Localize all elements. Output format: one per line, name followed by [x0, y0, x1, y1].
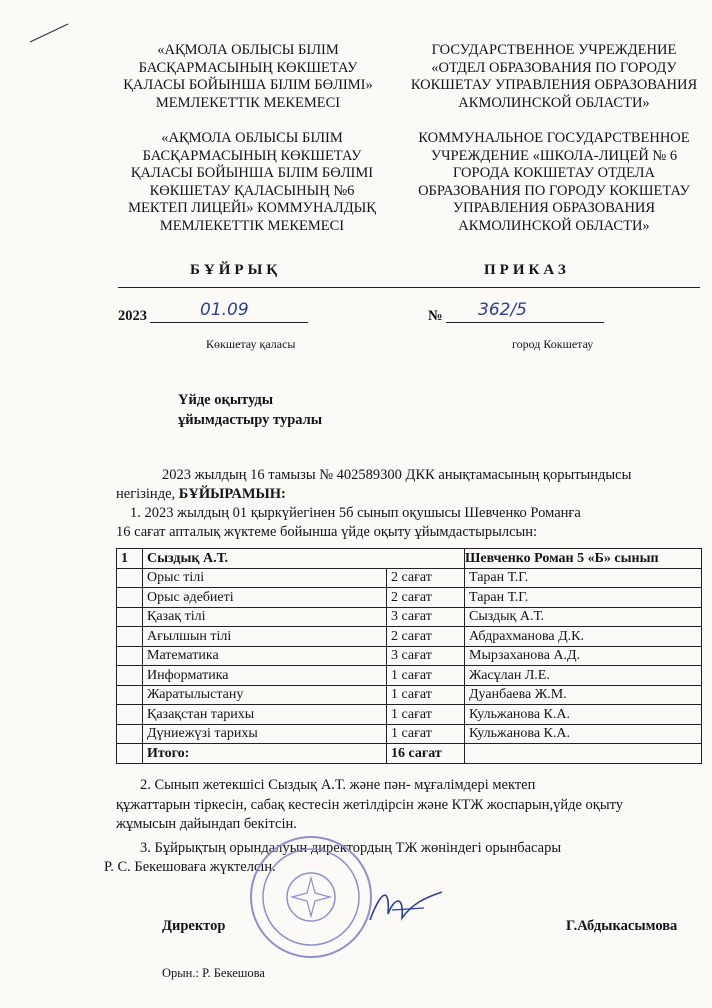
header-right-bottom [400, 130, 708, 235]
subject-cell: Жаратылыстану [143, 685, 387, 705]
paragraph-line: құжаттарын тіркесін, сабақ кестесін жетілдірсін және КТЖ жоспарын,үйде оқыту [116, 796, 623, 813]
header-line: КОКШЕТАУ УПРАВЛЕНИЯ ОБРАЗОВАНИЯ [410, 77, 698, 93]
number-line [446, 322, 604, 323]
header-line: АКМОЛИНСКОЙ ОБЛАСТИ» [458, 217, 650, 234]
teacher-cell: Таран Т.Г. [465, 588, 702, 608]
subject-cell: Орыс тілі [143, 568, 387, 588]
header-line: МЕМЛЕКЕТТІК МЕКЕМЕСІ [155, 94, 341, 111]
hours-cell: 2 сағат [387, 627, 465, 647]
order-year: 2023 [118, 308, 147, 324]
header-line: УЧРЕЖДЕНИЕ «ШКОЛА-ЛИЦЕЙ № 6 [430, 147, 678, 164]
table-row [117, 607, 702, 627]
director-signature-icon [364, 884, 448, 930]
table-row [117, 568, 702, 588]
header-left-bottom [112, 130, 392, 235]
header-left-top [112, 42, 384, 112]
handwritten-date: 01.09 [200, 300, 249, 320]
header-line: АКМОЛИНСКОЙ ОБЛАСТИ» [458, 94, 650, 111]
teacher-cell: Абдрахманова Д.К. [465, 627, 702, 647]
header-line: ОБРАЗОВАНИЯ ПО ГОРОДУ КОКШЕТАУ [418, 182, 690, 199]
header-right-top [400, 42, 708, 112]
table-row [117, 627, 702, 647]
header-line: «АҚМОЛА ОБЛЫСЫ БІЛІМ [157, 42, 339, 58]
subject-cell: Қазақ тілі [143, 607, 387, 627]
subject-cell: Қазақстан тарихы [143, 705, 387, 725]
teacher-cell: Сыздық А.Т. [465, 607, 702, 627]
header-line: КӨКШЕТАУ ҚАЛАСЫНЫҢ №6 [149, 182, 355, 199]
total-value: 16 сағат [387, 744, 465, 764]
header-divider [118, 287, 700, 288]
paragraph-line: жұмысын дайындап бекітсін. [116, 816, 297, 832]
hours-cell: 1 сағат [387, 685, 465, 705]
paragraph-line: 2. Сынып жетекшісі Сыздық А.Т. және пән- мұғалімдері мектеп [140, 777, 536, 793]
header-line: КОММУНАЛЬНОЕ ГОСУДАРСТВЕННОЕ [418, 130, 690, 146]
pen-mark-icon [28, 18, 72, 48]
teacher-cell: Кульжанова К.А. [465, 724, 702, 744]
number-sign: № [428, 308, 443, 324]
header-line: БАСҚАРМАСЫНЫҢ КӨКШЕТАУ [142, 147, 362, 164]
header-line: БАСҚАРМАСЫНЫҢ КӨКШЕТАУ [138, 59, 358, 76]
table-row [117, 666, 702, 686]
table-header-cell: Шевченко Роман 5 «Б» сынып [465, 549, 702, 569]
header-line: МЕМЛЕКЕТТІК МЕКЕМЕСІ [159, 217, 345, 234]
executor-note: Орын.: Р. Бекешова [162, 966, 265, 980]
subject-line: ұйымдастыру туралы [178, 412, 323, 428]
handwritten-number: 362/5 [478, 300, 527, 320]
table-row [117, 724, 702, 744]
table-row [117, 685, 702, 705]
paragraph-line: 1. 2023 жылдың 01 қыркүйегінен 5б сынып оқушысы Шевченко Романға [130, 505, 581, 521]
hours-cell: 1 сағат [387, 666, 465, 686]
hours-cell: 1 сағат [387, 705, 465, 725]
paragraph-line: Р. С. Бекешоваға жүктелсін. [104, 859, 276, 875]
order-subject [178, 390, 322, 430]
hours-cell: 3 сағат [387, 646, 465, 666]
order-title-ru: ПРИКАЗ [484, 262, 570, 278]
teacher-cell: Мырзаханова А.Д. [465, 646, 702, 666]
subject-cell: Ағылшын тілі [143, 627, 387, 647]
order-body-top [116, 466, 706, 542]
table-header-cell: Сыздық А.Т. [143, 549, 465, 569]
teacher-cell: Жасұлан Л.Е. [465, 666, 702, 686]
table-row [117, 646, 702, 666]
header-line: «АҚМОЛА ОБЛЫСЫ БІЛІМ [161, 130, 343, 146]
table-row [117, 705, 702, 725]
header-line: УПРАВЛЕНИЯ ОБРАЗОВАНИЯ [452, 200, 656, 216]
teacher-cell: Кульжанова К.А. [465, 705, 702, 725]
paragraph-line [116, 485, 706, 504]
signature-title: Директор [162, 918, 226, 934]
stamp-emblem-icon [252, 838, 370, 956]
teacher-cell: Дуанбаева Ж.М. [465, 685, 702, 705]
header-line: ҚАЛАСЫ БОЙЫНША БІЛІМ БӨЛІМІ [130, 165, 374, 181]
header-line: МЕКТЕП ЛИЦЕЙІ» КОММУНАЛДЫҚ [128, 200, 376, 216]
subject-cell: Математика [143, 646, 387, 666]
hours-cell: 1 сағат [387, 724, 465, 744]
teacher-cell: Таран Т.Г. [465, 568, 702, 588]
subject-line: Үйде оқытуды [178, 392, 274, 408]
paragraph-line: 16 сағат апталық жүктеме бойынша үйде оқыту ұйымдастырылсын: [116, 524, 538, 540]
hours-cell: 3 сағат [387, 607, 465, 627]
table-header-row [117, 549, 702, 569]
schedule-table [116, 548, 702, 764]
city-ru: город Кокшетау [512, 337, 594, 351]
city-kz: Көкшетау қаласы [206, 337, 296, 351]
command-word: БҰЙЫРАМЫН: [178, 486, 286, 502]
header-line: ГОСУДАРСТВЕННОЕ УЧРЕЖДЕНИЕ [431, 42, 677, 58]
order-title-kz: БҰЙРЫҚ [190, 262, 282, 278]
date-line [150, 322, 308, 323]
paragraph-text: негізінде, [116, 486, 179, 502]
table-header-cell: 1 [117, 549, 143, 569]
table-row [117, 588, 702, 608]
schedule-table-wrap [116, 548, 702, 764]
hours-cell: 2 сағат [387, 588, 465, 608]
table-total-row [117, 744, 702, 764]
paragraph-line: 2023 жылдың 16 тамызы № 402589300 ДКК анықтамасының қорытындысы [162, 467, 632, 483]
hours-cell: 2 сағат [387, 568, 465, 588]
official-stamp [250, 836, 372, 958]
header-line: «ОТДЕЛ ОБРАЗОВАНИЯ ПО ГОРОДУ [431, 59, 677, 76]
header-line: ҚАЛАСЫ БОЙЫНША БІЛІМ БӨЛІМІ» [123, 77, 373, 93]
total-label: Итого: [143, 744, 387, 764]
signature-name: Г.Абдыкасымова [566, 918, 678, 934]
subject-cell: Орыс әдебиеті [143, 588, 387, 608]
order-body-bottom [104, 776, 708, 878]
subject-cell: Информатика [143, 666, 387, 686]
paragraph-line: 3. Бұйрықтың орындалуын директордың ТЖ жөніндегі орынбасары [140, 839, 562, 856]
header-line: ГОРОДА КОКШЕТАУ ОТДЕЛА [453, 165, 655, 181]
subject-cell: Дүниежүзі тарихы [143, 724, 387, 744]
